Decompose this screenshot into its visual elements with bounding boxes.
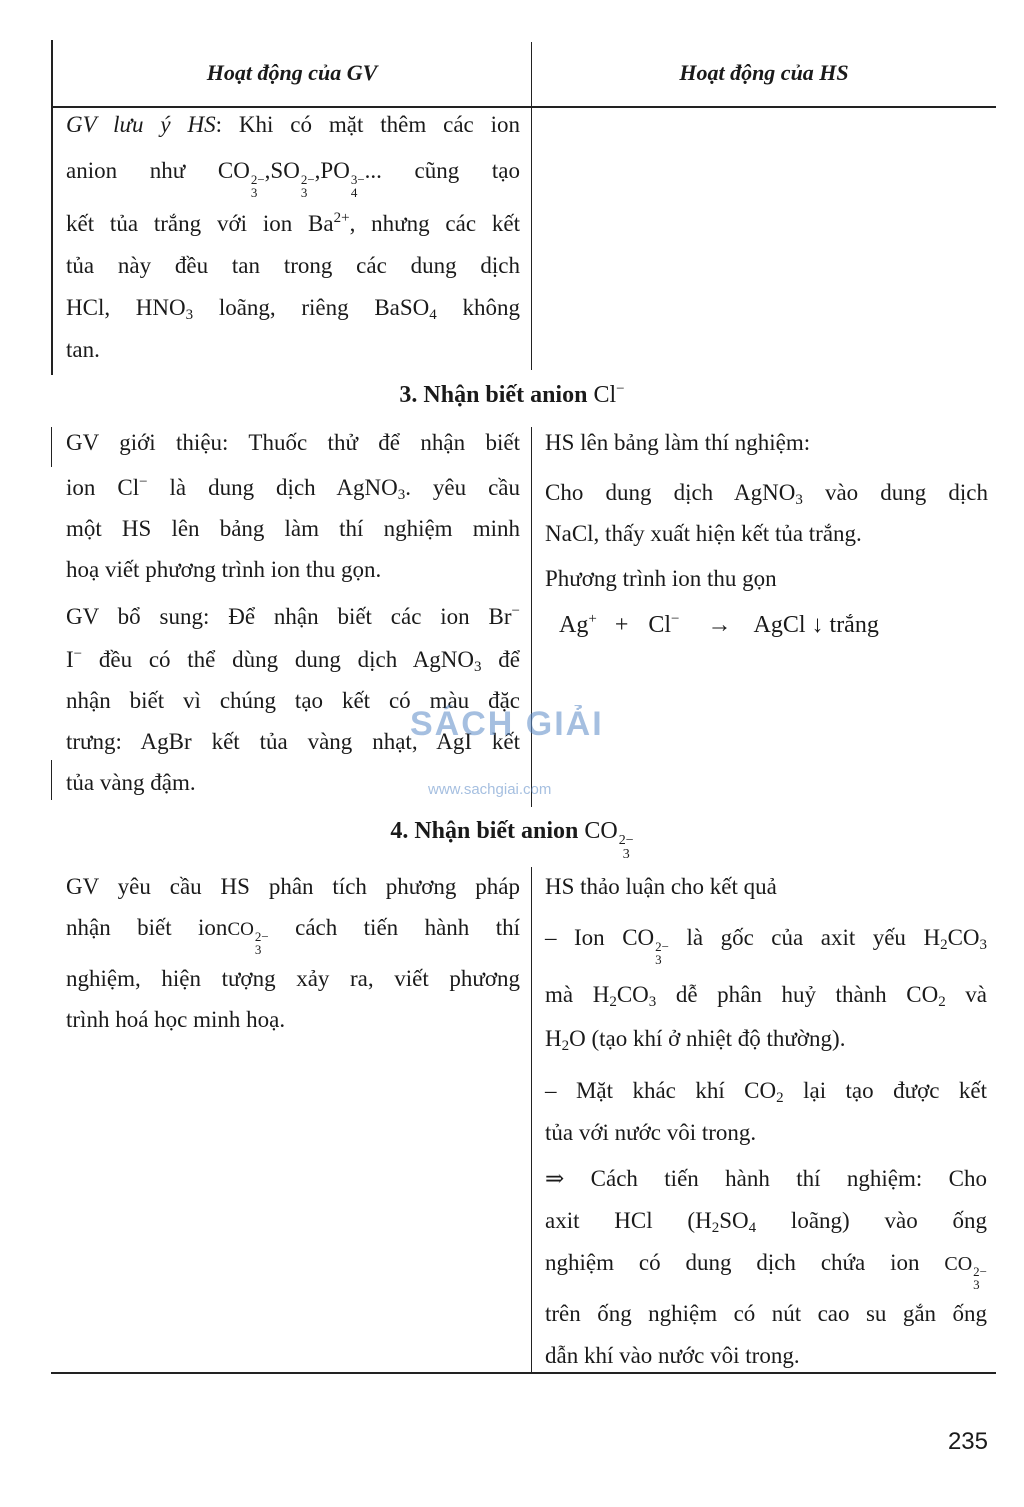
row3-gv-line-1: GV giới thiệu: Thuốc thử để nhận biết [66,430,520,455]
row1-line-5: HCl, $HNO_3$ loãng, riêng BaSO$_4$ không [66,295,520,323]
section-3-title: 3. Nhận biết anion Cl− [399,381,625,408]
row3-gv-line-9: tủa vàng đậm. [66,770,196,795]
row4-gv-line-4: trình hoá học minh hoạ. [66,1007,286,1032]
eq-product: AgCl ↓ trắng [753,612,879,638]
row4-center-divider [531,867,532,1373]
row3-gv-text [66,422,520,803]
section-4-title: 4. Nhận biết anion CO 2− 3 [390,818,634,862]
row3-gv-line-6: I− đều có thể dùng dung dịch AgNO$_3$ để [66,646,520,675]
watermark-logo: SÁCH GIẢI [410,705,604,743]
row3-gv-line-8: trưng: AgBr kết tủa vàng nhạt, AgI kết [66,729,520,754]
row1-line-3: kết tủa trắng với ion $Ba^{2+}$, nhưng các kết [66,210,520,236]
eq-plus: + [614,612,629,638]
row3-gv-line-7: nhận biết vì chúng tạo kết có màu đặc [66,688,520,713]
row4-hs-line-4: $H_2O$ (tạo khí ở nhiệt độ thường). [545,1026,846,1054]
eq-reactant-cl: Cl− [648,611,680,638]
row4-gv-line-1: GV yêu cầu HS phân tích phương pháp [66,874,520,899]
ionic-equation [559,612,879,639]
row4-hs-line-3: mà $H_2CO_3$ dễ phân huỷ thành $CO_2$ và [545,982,988,1010]
eq-reactant-ag: Ag+ [559,611,597,638]
row3-hs-text [545,422,988,599]
row4-hs-line-7: ⇒ Cách tiến hành thí nghiệm: Cho [545,1166,987,1191]
row1-line-2: anion như CO 2− 3 ,SO 2− 3 ,PO 3− 4 ... cũng tạo [66,158,520,200]
row3-hs-line-4: Phương trình ion thu gọn [545,566,777,591]
row4-hs-line-6: tủa với nước vôi trong. [545,1120,757,1145]
row3-gv-line-5: GV bổ sung: Để nhận biết các ion Br− [66,603,520,629]
row4-gv-text [66,866,520,1040]
row4-hs-line-11: dẫn khí vào nước vôi trong. [545,1343,800,1368]
row3-center-divider [531,427,532,807]
row1-line-6: tan. [66,337,100,362]
row3-left-tick [51,760,52,800]
row1-line-4: tủa này đều tan trong các dung dịch [66,253,520,278]
row4-hs-line-8: axit HCl ($H_2SO_4$ loãng) vào ống [545,1208,988,1236]
watermark-url: www.sachgiai.com [428,781,552,798]
row3-gv-line-4: hoạ viết phương trình ion thu gọn. [66,557,382,582]
row4-hs-line-9: nghiệm có dung dịch chứa ion CO 2− 3 [545,1250,988,1292]
row4-gv-line-3: nghiệm, hiện tượng xảy ra, viết phương [66,966,520,991]
header-gv: Hoạt động của GV [206,60,378,85]
row3-gv-line-2: ion Cl− là dung dịch AgNO$_3$. yêu cầu [66,474,520,503]
page-number: 235 [947,1428,988,1455]
row3-hs-line-2: Cho dung dịch AgNO$_3$ vào dung dịch [545,480,988,508]
row3-hs-line-3: NaCl, thấy xuất hiện kết tủa trắng. [545,521,862,546]
row4-hs-line-1: HS thảo luận cho kết quả [545,874,777,899]
row1-line-1: GV lưu ý HS: Khi có mặt thêm các ion [66,112,521,137]
table-center-divider [531,42,532,370]
row4-hs-line-2: – Ion CO 2− 3 là gốc của axit yếu $H_2CO_3$ [545,925,988,967]
eq-arrow: → [707,612,732,638]
row4-hs-line-5: – Mặt khác khí $CO_2$ lại tạo được kết [545,1078,987,1106]
row4-hs-text [545,866,987,1377]
row3-left-border [51,427,52,467]
row4-hs-line-10: trên ống nghiệm có nút cao su gắn ống [545,1301,987,1326]
header-hs: Hoạt động của HS [679,60,849,85]
row3-hs-line-1: HS lên bảng làm thí nghiệm: [545,430,811,455]
row4-gv-line-2: nhận biết ionCO 2− 3 cách tiến hành thí [66,915,520,957]
table-left-border [51,40,53,375]
row1-gv-note [66,104,520,371]
row3-gv-line-3: một HS lên bảng làm thí nghiệm minh [66,516,520,541]
